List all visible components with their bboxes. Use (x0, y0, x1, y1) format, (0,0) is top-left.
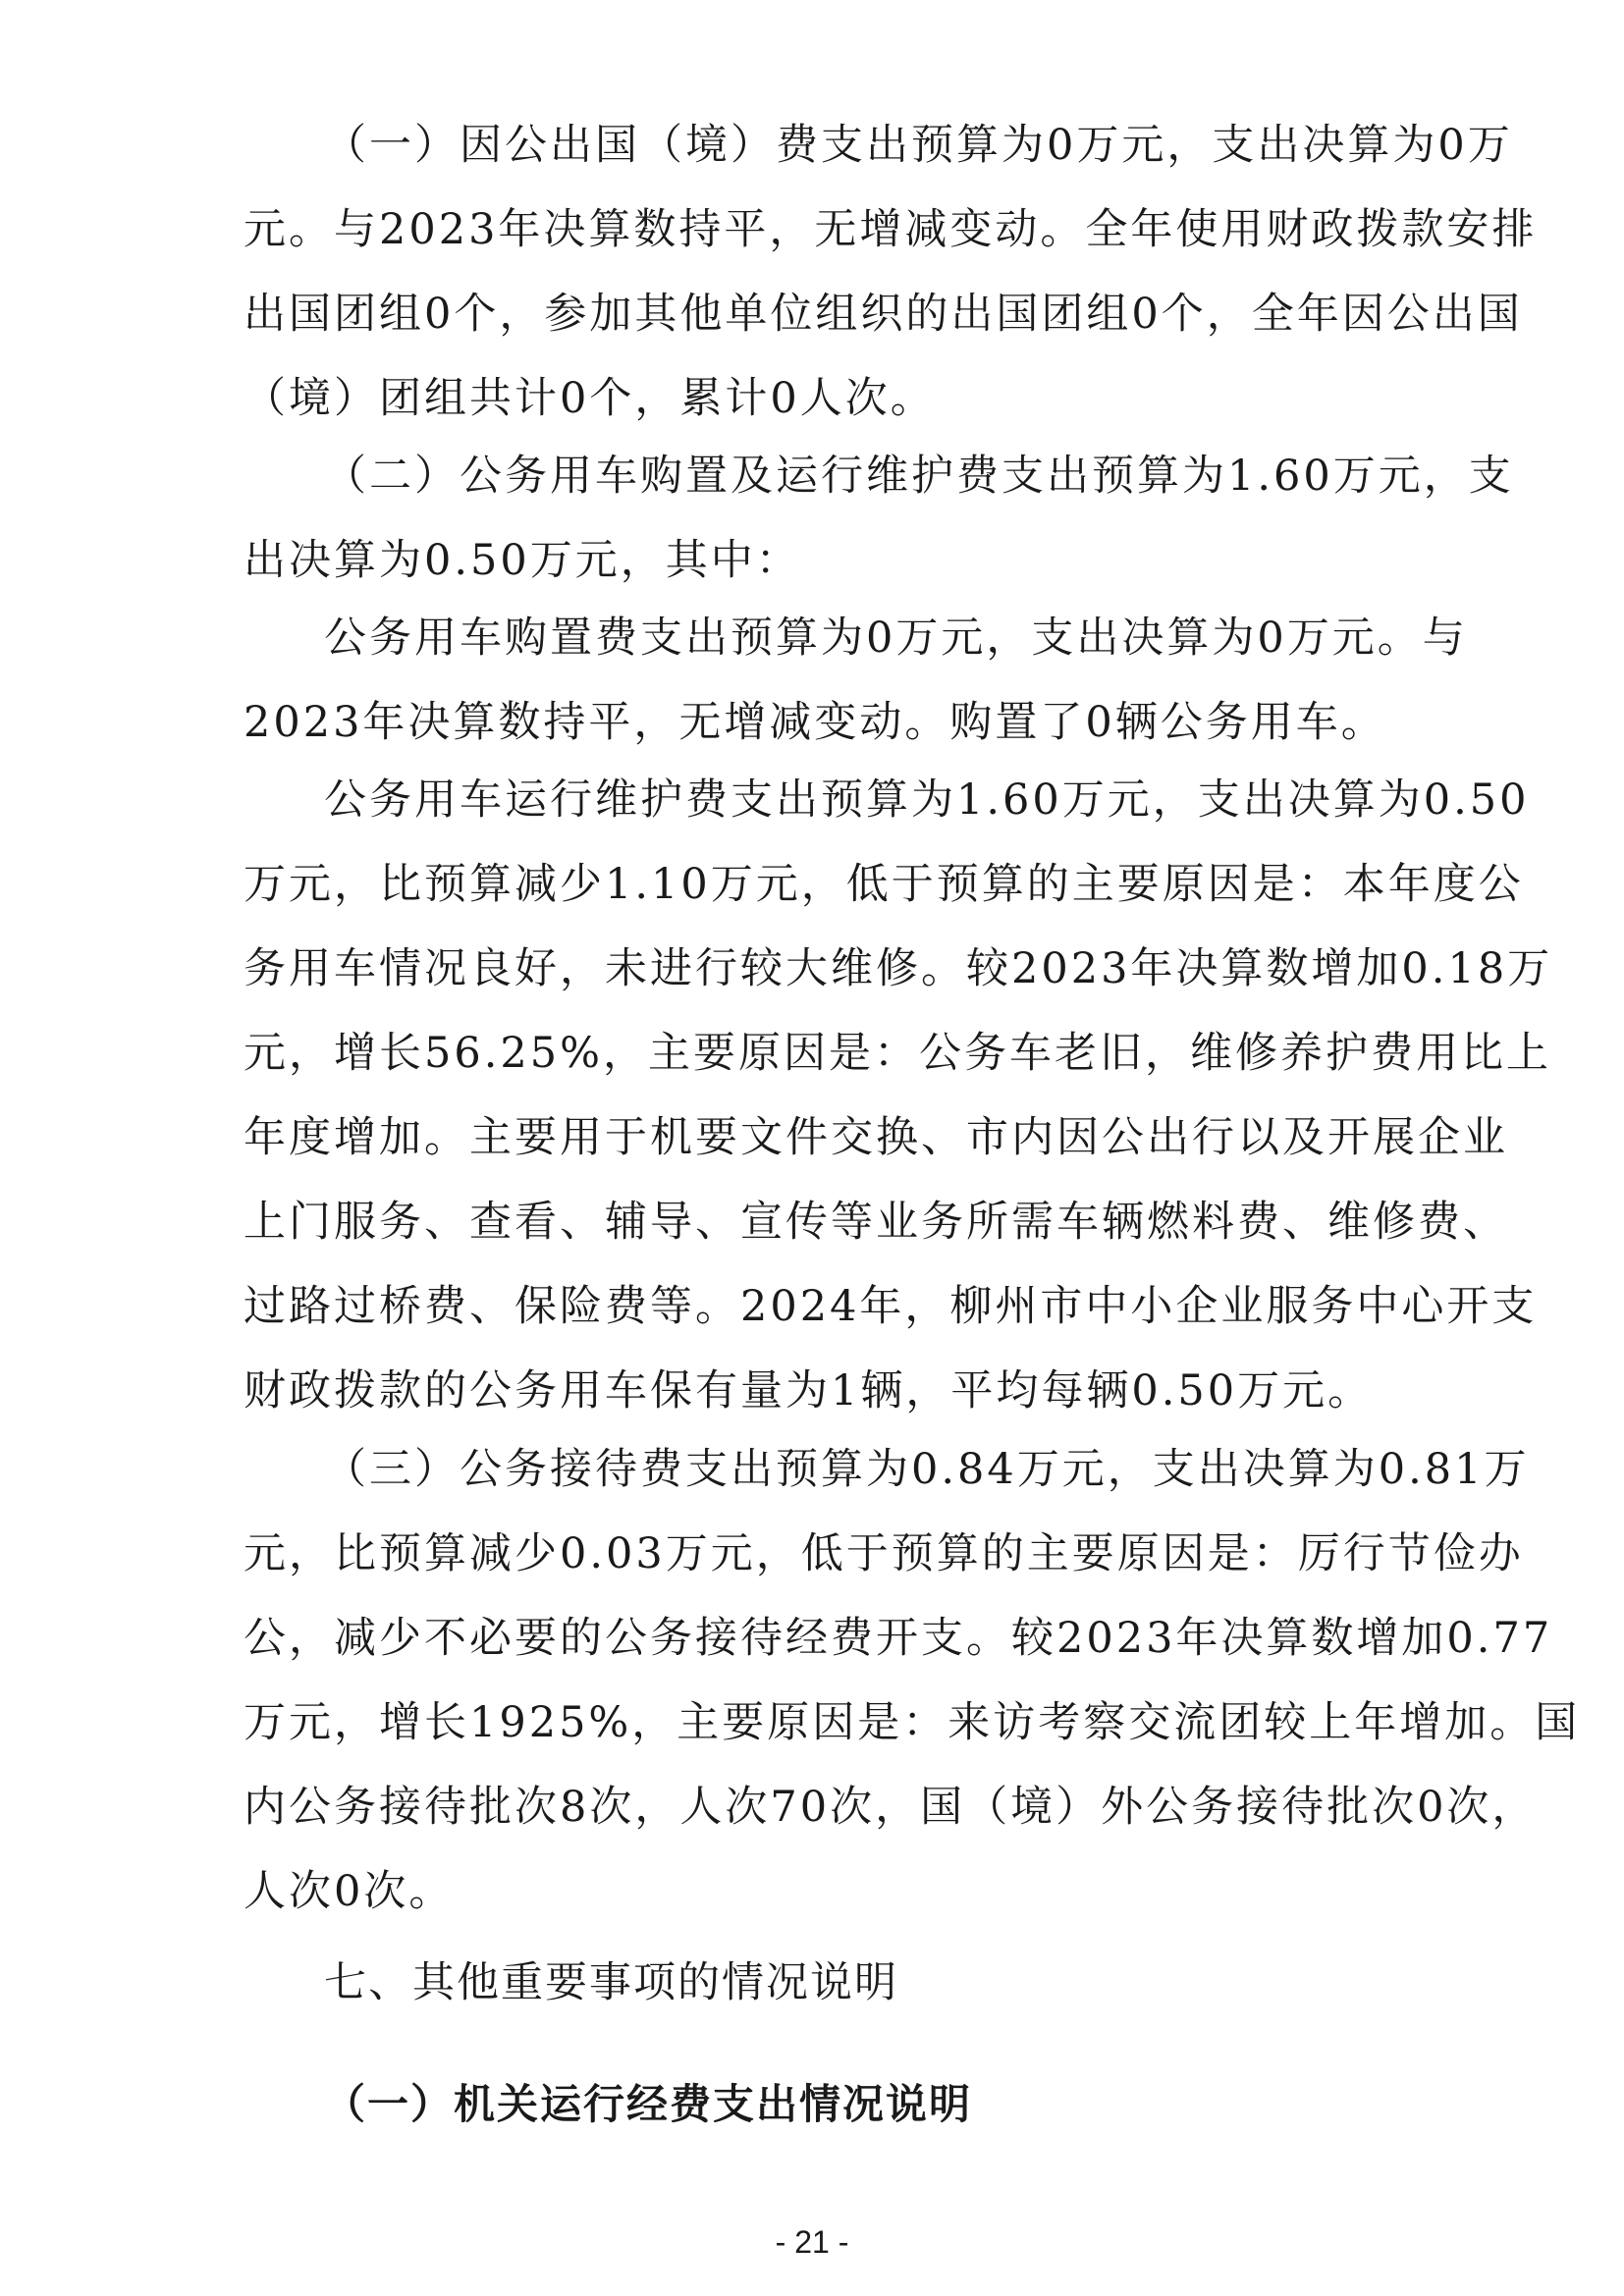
paragraph-line: 年度增加。主要用于机要文件交换、市内因公出行以及开展企业 (244, 1113, 1508, 1162)
paragraph-line: 元。与2023年决算数持平，无增减变动。全年使用财政拨款安排 (244, 205, 1538, 254)
paragraph-line: 人次0次。 (244, 1867, 455, 1916)
paragraph-line: 万元，增长1925%，主要原因是：来访考察交流团较上年增加。国 (244, 1698, 1581, 1747)
paragraph-line: 出国团组0个，参加其他单位组织的出国团组0个，全年因公出国 (244, 290, 1523, 339)
paragraph-line: （三）公务接待费支出预算为0.84万元，支出决算为0.81万 (324, 1445, 1530, 1494)
paragraph-line: 上门服务、查看、辅导、宣传等业务所需车辆燃料费、维修费、 (244, 1198, 1508, 1247)
paragraph-line: 万元，比预算减少1.10万元，低于预算的主要原因是：本年度公 (244, 860, 1524, 909)
paragraph-line: 元，增长56.25%，主要原因是：公务车老旧，维修养护费用比上 (244, 1029, 1551, 1078)
paragraph-line: 2023年决算数持平，无增减变动。购置了0辆公务用车。 (244, 698, 1386, 747)
section-heading: 七、其他重要事项的情况说明 (324, 1958, 898, 2007)
paragraph-line: 出决算为0.50万元，其中： (244, 536, 801, 585)
page-number: - 21 - (775, 2224, 849, 2260)
paragraph-line: 务用车情况良好，未进行较大维修。较2023年决算数增加0.18万 (244, 944, 1553, 993)
paragraph-line: 内公务接待批次8次，人次70次，国（境）外公务接待批次0次， (244, 1783, 1538, 1832)
paragraph-line: 元，比预算减少0.03万元，低于预算的主要原因是：厉行节俭办 (244, 1529, 1524, 1578)
paragraph-line: （二）公务用车购置及运行维护费支出预算为1.60万元，支 (324, 452, 1514, 501)
paragraph-line: 公，减少不必要的公务接待经费开支。较2023年决算数增加0.77 (244, 1614, 1553, 1663)
paragraph-line: 财政拨款的公务用车保有量为1辆，平均每辆0.50万元。 (244, 1366, 1374, 1415)
paragraph-line: 过路过桥费、保险费等。2024年，柳州市中小企业服务中心开支 (244, 1282, 1538, 1331)
subsection-heading: （一）机关运行经费支出情况说明 (324, 2080, 973, 2128)
paragraph-line: 公务用车运行维护费支出预算为1.60万元，支出决算为0.50 (324, 775, 1530, 825)
paragraph-line: 公务用车购置费支出预算为0万元，支出决算为0万元。与 (324, 614, 1468, 663)
paragraph-line: （境）团组共计0个，累计0人次。 (244, 374, 936, 423)
paragraph-line: （一）因公出国（境）费支出预算为0万元，支出决算为0万 (324, 121, 1513, 170)
